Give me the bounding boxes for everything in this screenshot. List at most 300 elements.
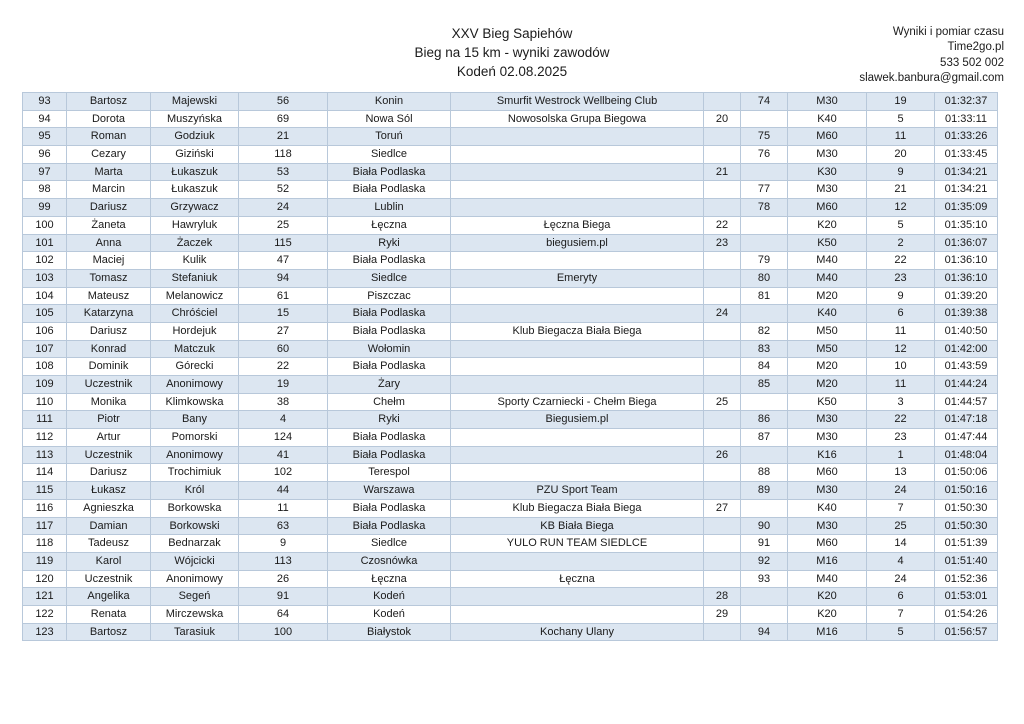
time-cell: 01:50:16 xyxy=(935,482,998,500)
first-name-cell: Łukasz xyxy=(67,482,151,500)
club-cell xyxy=(451,199,704,217)
place-cell: 101 xyxy=(23,234,67,252)
category-place-cell: 20 xyxy=(867,146,935,164)
category-cell: M60 xyxy=(788,128,867,146)
first-name-cell: Damian xyxy=(67,517,151,535)
table-row xyxy=(23,358,998,376)
first-name-cell: Uczestnik xyxy=(67,570,151,588)
women-place-cell xyxy=(704,535,741,553)
club-cell: PZU Sport Team xyxy=(451,482,704,500)
table-row xyxy=(23,429,998,447)
time-cell: 01:48:04 xyxy=(935,446,998,464)
bib-number-cell: 94 xyxy=(239,269,328,287)
city-cell: Biała Podlaska xyxy=(328,181,451,199)
place-cell: 110 xyxy=(23,393,67,411)
bib-number-cell: 102 xyxy=(239,464,328,482)
category-place-cell: 9 xyxy=(867,163,935,181)
last-name-cell: Kulik xyxy=(151,252,239,270)
bib-number-cell: 25 xyxy=(239,216,328,234)
time-cell: 01:44:57 xyxy=(935,393,998,411)
place-cell: 93 xyxy=(23,93,67,111)
last-name-cell: Borkowska xyxy=(151,499,239,517)
category-cell: K16 xyxy=(788,446,867,464)
women-place-cell: 25 xyxy=(704,393,741,411)
city-cell: Siedlce xyxy=(328,535,451,553)
category-cell: M20 xyxy=(788,358,867,376)
category-cell: M60 xyxy=(788,199,867,217)
city-cell: Biała Podlaska xyxy=(328,446,451,464)
women-place-cell xyxy=(704,322,741,340)
first-name-cell: Maciej xyxy=(67,252,151,270)
category-place-cell: 1 xyxy=(867,446,935,464)
men-place-cell: 88 xyxy=(741,464,788,482)
bib-number-cell: 22 xyxy=(239,358,328,376)
bib-number-cell: 11 xyxy=(239,499,328,517)
last-name-cell: Anonimowy xyxy=(151,570,239,588)
club-cell: biegusiem.pl xyxy=(451,234,704,252)
first-name-cell: Bartosz xyxy=(67,93,151,111)
club-cell: Smurfit Westrock Wellbeing Club xyxy=(451,93,704,111)
time-cell: 01:35:09 xyxy=(935,199,998,217)
club-cell xyxy=(451,552,704,570)
place-cell: 103 xyxy=(23,269,67,287)
table-row xyxy=(23,570,998,588)
place-cell: 113 xyxy=(23,446,67,464)
men-place-cell xyxy=(741,605,788,623)
city-cell: Kodeń xyxy=(328,588,451,606)
time-cell: 01:35:10 xyxy=(935,216,998,234)
last-name-cell: Hawryluk xyxy=(151,216,239,234)
last-name-cell: Godziuk xyxy=(151,128,239,146)
time-cell: 01:47:44 xyxy=(935,429,998,447)
first-name-cell: Dorota xyxy=(67,110,151,128)
city-cell: Biała Podlaska xyxy=(328,499,451,517)
category-cell: M40 xyxy=(788,570,867,588)
table-row xyxy=(23,446,998,464)
place-cell: 97 xyxy=(23,163,67,181)
men-place-cell: 83 xyxy=(741,340,788,358)
women-place-cell: 26 xyxy=(704,446,741,464)
category-place-cell: 23 xyxy=(867,269,935,287)
first-name-cell: Agnieszka xyxy=(67,499,151,517)
place-cell: 107 xyxy=(23,340,67,358)
club-cell xyxy=(451,358,704,376)
category-cell: K50 xyxy=(788,393,867,411)
table-row xyxy=(23,588,998,606)
city-cell: Żary xyxy=(328,376,451,394)
timing-contact-block xyxy=(859,25,1004,87)
city-cell: Wołomin xyxy=(328,340,451,358)
table-row xyxy=(23,552,998,570)
place-cell: 108 xyxy=(23,358,67,376)
club-cell: KB Biała Biega xyxy=(451,517,704,535)
bib-number-cell: 60 xyxy=(239,340,328,358)
contact-website: Time2go.pl xyxy=(947,41,1004,54)
time-cell: 01:44:24 xyxy=(935,376,998,394)
time-cell: 01:34:21 xyxy=(935,181,998,199)
category-place-cell: 5 xyxy=(867,110,935,128)
women-place-cell xyxy=(704,482,741,500)
men-place-cell: 75 xyxy=(741,128,788,146)
last-name-cell: Chróściel xyxy=(151,305,239,323)
men-place-cell: 80 xyxy=(741,269,788,287)
time-cell: 01:53:01 xyxy=(935,588,998,606)
category-cell: K40 xyxy=(788,499,867,517)
bib-number-cell: 41 xyxy=(239,446,328,464)
club-cell xyxy=(451,128,704,146)
bib-number-cell: 63 xyxy=(239,517,328,535)
contact-phone: 533 502 002 xyxy=(940,56,1004,69)
category-cell: M16 xyxy=(788,552,867,570)
men-place-cell: 82 xyxy=(741,322,788,340)
club-cell xyxy=(451,181,704,199)
time-cell: 01:51:39 xyxy=(935,535,998,553)
category-cell: K30 xyxy=(788,163,867,181)
first-name-cell: Dariusz xyxy=(67,464,151,482)
time-cell: 01:33:11 xyxy=(935,110,998,128)
first-name-cell: Angelika xyxy=(67,588,151,606)
category-place-cell: 14 xyxy=(867,535,935,553)
time-cell: 01:56:57 xyxy=(935,623,998,641)
club-cell xyxy=(451,340,704,358)
category-place-cell: 19 xyxy=(867,93,935,111)
women-place-cell xyxy=(704,464,741,482)
table-row xyxy=(23,199,998,217)
time-cell: 01:34:21 xyxy=(935,163,998,181)
city-cell: Biała Podlaska xyxy=(328,358,451,376)
men-place-cell xyxy=(741,110,788,128)
table-row xyxy=(23,499,998,517)
time-cell: 01:50:06 xyxy=(935,464,998,482)
bib-number-cell: 64 xyxy=(239,605,328,623)
time-cell: 01:33:45 xyxy=(935,146,998,164)
men-place-cell xyxy=(741,393,788,411)
last-name-cell: Mirczewska xyxy=(151,605,239,623)
bib-number-cell: 113 xyxy=(239,552,328,570)
men-place-cell: 76 xyxy=(741,146,788,164)
city-cell: Lublin xyxy=(328,199,451,217)
first-name-cell: Tomasz xyxy=(67,269,151,287)
time-cell: 01:50:30 xyxy=(935,499,998,517)
bib-number-cell: 124 xyxy=(239,429,328,447)
men-place-cell xyxy=(741,446,788,464)
women-place-cell xyxy=(704,340,741,358)
category-place-cell: 11 xyxy=(867,128,935,146)
city-cell: Kodeń xyxy=(328,605,451,623)
time-cell: 01:51:40 xyxy=(935,552,998,570)
category-place-cell: 6 xyxy=(867,305,935,323)
bib-number-cell: 118 xyxy=(239,146,328,164)
last-name-cell: Stefaniuk xyxy=(151,269,239,287)
category-cell: M50 xyxy=(788,322,867,340)
category-place-cell: 23 xyxy=(867,429,935,447)
first-name-cell: Marcin xyxy=(67,181,151,199)
category-cell: K40 xyxy=(788,110,867,128)
category-place-cell: 22 xyxy=(867,252,935,270)
category-cell: M20 xyxy=(788,287,867,305)
category-place-cell: 10 xyxy=(867,358,935,376)
place-cell: 115 xyxy=(23,482,67,500)
club-cell xyxy=(451,605,704,623)
place-cell: 118 xyxy=(23,535,67,553)
men-place-cell xyxy=(741,499,788,517)
bib-number-cell: 26 xyxy=(239,570,328,588)
table-row xyxy=(23,517,998,535)
city-cell: Biała Podlaska xyxy=(328,322,451,340)
contact-service-label: Wyniki i pomiar czasu xyxy=(892,26,1004,38)
table-row xyxy=(23,393,998,411)
table-row xyxy=(23,128,998,146)
table-row xyxy=(23,305,998,323)
club-cell: Klub Biegacza Biała Biega xyxy=(451,499,704,517)
first-name-cell: Dominik xyxy=(67,358,151,376)
category-cell: M50 xyxy=(788,340,867,358)
men-place-cell xyxy=(741,216,788,234)
last-name-cell: Trochimiuk xyxy=(151,464,239,482)
place-cell: 114 xyxy=(23,464,67,482)
table-row xyxy=(23,181,998,199)
city-cell: Nowa Sól xyxy=(328,110,451,128)
category-cell: M30 xyxy=(788,181,867,199)
women-place-cell: 24 xyxy=(704,305,741,323)
club-cell: Emeryty xyxy=(451,269,704,287)
men-place-cell xyxy=(741,163,788,181)
first-name-cell: Roman xyxy=(67,128,151,146)
club-cell xyxy=(451,446,704,464)
bib-number-cell: 4 xyxy=(239,411,328,429)
table-row xyxy=(23,535,998,553)
category-place-cell: 6 xyxy=(867,588,935,606)
last-name-cell: Melanowicz xyxy=(151,287,239,305)
city-cell: Biała Podlaska xyxy=(328,517,451,535)
last-name-cell: Muszyńska xyxy=(151,110,239,128)
club-cell xyxy=(451,163,704,181)
club-cell: Łęczna Biega xyxy=(451,216,704,234)
place-cell: 94 xyxy=(23,110,67,128)
category-place-cell: 13 xyxy=(867,464,935,482)
category-cell: M16 xyxy=(788,623,867,641)
club-cell: YULO RUN TEAM SIEDLCE xyxy=(451,535,704,553)
table-row xyxy=(23,163,998,181)
category-cell: M30 xyxy=(788,482,867,500)
table-row xyxy=(23,340,998,358)
bib-number-cell: 44 xyxy=(239,482,328,500)
last-name-cell: Hordejuk xyxy=(151,322,239,340)
table-row xyxy=(23,269,998,287)
last-name-cell: Pomorski xyxy=(151,429,239,447)
table-row xyxy=(23,110,998,128)
first-name-cell: Dariusz xyxy=(67,322,151,340)
place-cell: 119 xyxy=(23,552,67,570)
last-name-cell: Anonimowy xyxy=(151,376,239,394)
category-place-cell: 24 xyxy=(867,570,935,588)
men-place-cell xyxy=(741,234,788,252)
category-cell: M40 xyxy=(788,252,867,270)
category-cell: K40 xyxy=(788,305,867,323)
place-cell: 106 xyxy=(23,322,67,340)
men-place-cell: 86 xyxy=(741,411,788,429)
place-cell: 111 xyxy=(23,411,67,429)
first-name-cell: Żaneta xyxy=(67,216,151,234)
last-name-cell: Anonimowy xyxy=(151,446,239,464)
first-name-cell: Marta xyxy=(67,163,151,181)
club-cell: Kochany Ulany xyxy=(451,623,704,641)
last-name-cell: Łukaszuk xyxy=(151,181,239,199)
table-row xyxy=(23,234,998,252)
bib-number-cell: 9 xyxy=(239,535,328,553)
women-place-cell: 22 xyxy=(704,216,741,234)
first-name-cell: Artur xyxy=(67,429,151,447)
club-cell: Biegusiem.pl xyxy=(451,411,704,429)
event-date-location: Kodeń 02.08.2025 xyxy=(456,64,568,79)
club-cell: Nowosolska Grupa Biegowa xyxy=(451,110,704,128)
city-cell: Białystok xyxy=(328,623,451,641)
first-name-cell: Katarzyna xyxy=(67,305,151,323)
time-cell: 01:32:37 xyxy=(935,93,998,111)
city-cell: Konin xyxy=(328,93,451,111)
category-cell: M40 xyxy=(788,269,867,287)
women-place-cell xyxy=(704,128,741,146)
women-place-cell xyxy=(704,429,741,447)
category-place-cell: 7 xyxy=(867,605,935,623)
category-place-cell: 9 xyxy=(867,287,935,305)
bib-number-cell: 61 xyxy=(239,287,328,305)
category-place-cell: 22 xyxy=(867,411,935,429)
place-cell: 120 xyxy=(23,570,67,588)
city-cell: Ryki xyxy=(328,234,451,252)
city-cell: Łęczna xyxy=(328,570,451,588)
men-place-cell: 84 xyxy=(741,358,788,376)
last-name-cell: Matczuk xyxy=(151,340,239,358)
first-name-cell: Anna xyxy=(67,234,151,252)
category-place-cell: 2 xyxy=(867,234,935,252)
club-cell xyxy=(451,588,704,606)
category-cell: M60 xyxy=(788,464,867,482)
last-name-cell: Giziński xyxy=(151,146,239,164)
last-name-cell: Majewski xyxy=(151,93,239,111)
category-place-cell: 5 xyxy=(867,216,935,234)
place-cell: 112 xyxy=(23,429,67,447)
women-place-cell xyxy=(704,411,741,429)
table-row xyxy=(23,216,998,234)
category-cell: K20 xyxy=(788,216,867,234)
place-cell: 109 xyxy=(23,376,67,394)
men-place-cell: 87 xyxy=(741,429,788,447)
category-cell: M60 xyxy=(788,535,867,553)
club-cell: Klub Biegacza Biała Biega xyxy=(451,322,704,340)
club-cell xyxy=(451,429,704,447)
women-place-cell xyxy=(704,93,741,111)
first-name-cell: Bartosz xyxy=(67,623,151,641)
category-cell: M30 xyxy=(788,429,867,447)
time-cell: 01:39:38 xyxy=(935,305,998,323)
time-cell: 01:43:59 xyxy=(935,358,998,376)
category-cell: M30 xyxy=(788,93,867,111)
category-place-cell: 11 xyxy=(867,376,935,394)
time-cell: 01:39:20 xyxy=(935,287,998,305)
time-cell: 01:36:10 xyxy=(935,269,998,287)
category-cell: M20 xyxy=(788,376,867,394)
place-cell: 98 xyxy=(23,181,67,199)
women-place-cell xyxy=(704,376,741,394)
men-place-cell: 91 xyxy=(741,535,788,553)
last-name-cell: Wójcicki xyxy=(151,552,239,570)
contact-email: slawek.banbura@gmail.com xyxy=(859,72,1004,85)
category-place-cell: 25 xyxy=(867,517,935,535)
women-place-cell xyxy=(704,146,741,164)
men-place-cell xyxy=(741,305,788,323)
first-name-cell: Monika xyxy=(67,393,151,411)
men-place-cell: 79 xyxy=(741,252,788,270)
men-place-cell: 81 xyxy=(741,287,788,305)
table-row xyxy=(23,623,998,641)
bib-number-cell: 115 xyxy=(239,234,328,252)
women-place-cell xyxy=(704,570,741,588)
table-row xyxy=(23,482,998,500)
bib-number-cell: 19 xyxy=(239,376,328,394)
city-cell: Biała Podlaska xyxy=(328,252,451,270)
time-cell: 01:50:30 xyxy=(935,517,998,535)
category-cell: K20 xyxy=(788,588,867,606)
men-place-cell: 77 xyxy=(741,181,788,199)
last-name-cell: Segeń xyxy=(151,588,239,606)
women-place-cell xyxy=(704,181,741,199)
women-place-cell xyxy=(704,623,741,641)
bib-number-cell: 52 xyxy=(239,181,328,199)
first-name-cell: Uczestnik xyxy=(67,446,151,464)
table-row xyxy=(23,287,998,305)
table-row xyxy=(23,93,998,111)
category-place-cell: 21 xyxy=(867,181,935,199)
category-cell: K50 xyxy=(788,234,867,252)
category-place-cell: 12 xyxy=(867,340,935,358)
women-place-cell: 28 xyxy=(704,588,741,606)
men-place-cell: 94 xyxy=(741,623,788,641)
women-place-cell xyxy=(704,269,741,287)
first-name-cell: Piotr xyxy=(67,411,151,429)
race-subtitle: Bieg na 15 km - wyniki zawodów xyxy=(414,45,610,60)
bib-number-cell: 56 xyxy=(239,93,328,111)
category-place-cell: 5 xyxy=(867,623,935,641)
club-cell: Sporty Czarniecki - Chełm Biega xyxy=(451,393,704,411)
place-cell: 123 xyxy=(23,623,67,641)
last-name-cell: Król xyxy=(151,482,239,500)
club-cell xyxy=(451,252,704,270)
place-cell: 100 xyxy=(23,216,67,234)
results-table-body xyxy=(23,93,998,641)
club-cell: Łęczna xyxy=(451,570,704,588)
place-cell: 117 xyxy=(23,517,67,535)
bib-number-cell: 53 xyxy=(239,163,328,181)
women-place-cell: 20 xyxy=(704,110,741,128)
last-name-cell: Górecki xyxy=(151,358,239,376)
men-place-cell: 89 xyxy=(741,482,788,500)
last-name-cell: Borkowski xyxy=(151,517,239,535)
place-cell: 95 xyxy=(23,128,67,146)
table-row xyxy=(23,146,998,164)
bib-number-cell: 91 xyxy=(239,588,328,606)
women-place-cell xyxy=(704,252,741,270)
women-place-cell: 21 xyxy=(704,163,741,181)
first-name-cell: Konrad xyxy=(67,340,151,358)
time-cell: 01:40:50 xyxy=(935,322,998,340)
time-cell: 01:36:07 xyxy=(935,234,998,252)
men-place-cell: 74 xyxy=(741,93,788,111)
category-cell: M30 xyxy=(788,411,867,429)
city-cell: Siedlce xyxy=(328,146,451,164)
time-cell: 01:54:26 xyxy=(935,605,998,623)
men-place-cell: 85 xyxy=(741,376,788,394)
